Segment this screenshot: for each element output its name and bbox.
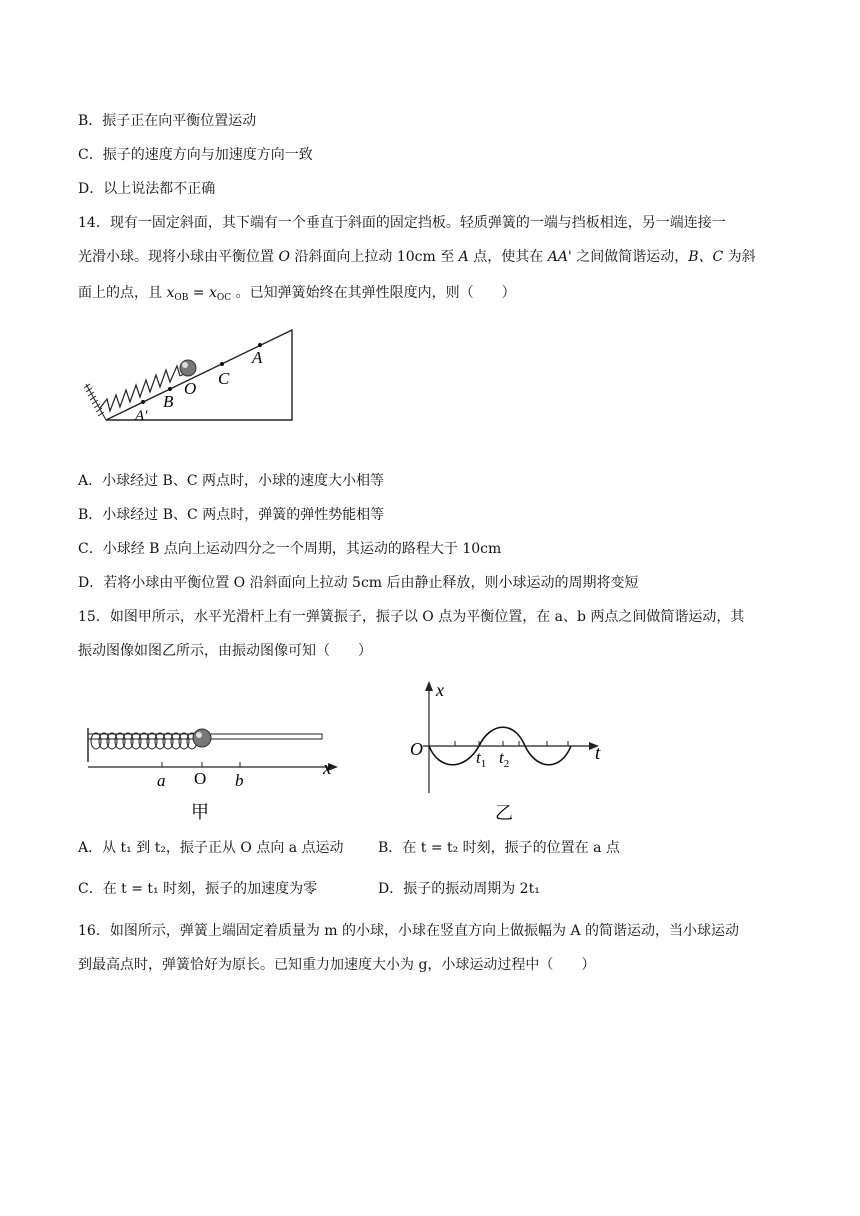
q13-option-d: D．以上说法都不正确 (78, 181, 216, 197)
label-t: t (595, 743, 601, 764)
label-t1: $t_1$ (476, 748, 487, 770)
q15-option-c: C．在 t = t₁ 时刻，振子的加速度为零 (78, 881, 318, 897)
label-b: b (235, 771, 244, 790)
q15-option-a: A．从 t₁ 到 t₂，振子正从 O 点向 a 点运动 (78, 840, 344, 856)
point-c (220, 362, 224, 366)
q15-stem-line-2: 振动图像如图乙所示，由振动图像可知（ ） (78, 643, 372, 659)
label-a: a (157, 771, 166, 790)
q14-stem-line-1: 14．现有一固定斜面，其下端有一个垂直于斜面的固定挡板。轻质弹簧的一端与挡板相连，另一端连接一 (78, 215, 726, 231)
label-o: O (410, 739, 423, 759)
label-a-prime: A′ (135, 408, 148, 424)
label-o: O (184, 379, 197, 398)
incline-triangle (106, 330, 292, 420)
q14-option-b: B．小球经过 B、C 两点时，弹簧的弹性势能相等 (78, 507, 385, 523)
spring-coils (91, 733, 197, 749)
caption-yi: 乙 (495, 803, 513, 823)
q16-stem-line-2: 到最高点时，弹簧恰好为原长。已知重力加速度大小为 g，小球运动过程中（ ） (78, 957, 596, 973)
label-a: A (252, 348, 263, 367)
q14-option-d: D．若将小球由平衡位置 O 沿斜面向上拉动 5cm 后由静止释放，则小球运动的周期将变短 (78, 575, 639, 591)
wall-hatching (84, 384, 106, 420)
caption-jia: 甲 (191, 802, 209, 822)
label-t2: $t_2$ (499, 748, 510, 770)
label-b: B (163, 392, 174, 411)
q16-stem-line-1: 16．如图所示，弹簧上端固定着质量为 m 的小球，小球在竖直方向上做振幅为 A 的简谐运动，当小球运动 (78, 923, 739, 939)
q14-incline-figure (80, 326, 300, 426)
point-b (168, 387, 172, 391)
label-c: C (218, 369, 230, 388)
q14-option-c: C．小球经 B 点向上运动四分之一个周期，其运动的路程大于 10cm (78, 541, 502, 557)
label-o: O (194, 769, 207, 788)
q15-stem-line-1: 15．如图甲所示，水平光滑杆上有一弹簧振子，振子以 O 点为平衡位置，在 a、b 两点之间做简谐运动，其 (78, 609, 745, 625)
ball (180, 360, 196, 376)
label-x: x (323, 758, 332, 779)
q14-stem-line-2: 光滑小球。现将小球由平衡位置 O 沿斜面向上拉动 10cm 至 A 点，使其在 AA' 之间做简谐运动，B、C 为斜 (78, 249, 756, 265)
label-x: x (436, 680, 444, 700)
q13-option-c: C．振子的速度方向与加速度方向一致 (78, 147, 313, 163)
q15-figure-jia (80, 720, 350, 825)
point-a-prime (141, 400, 145, 404)
q15-option-b: B．在 t = t₂ 时刻，振子的位置在 a 点 (378, 840, 620, 856)
point-a (258, 343, 262, 347)
oscillator-ball (193, 729, 211, 747)
q13-option-b: B．振子正在向平衡位置运动 (78, 113, 257, 129)
q14-option-a: A．小球经过 B、C 两点时，小球的速度大小相等 (78, 473, 385, 489)
q15-figure-yi (405, 675, 615, 825)
q14-stem-line-3: 面上的点，且 $x_{OB} = x_{OC}$ 。已知弹簧始终在其弹性限度内，则（ ） (78, 285, 516, 303)
q15-option-d: D．振子的振动周期为 2t₁ (378, 881, 540, 897)
